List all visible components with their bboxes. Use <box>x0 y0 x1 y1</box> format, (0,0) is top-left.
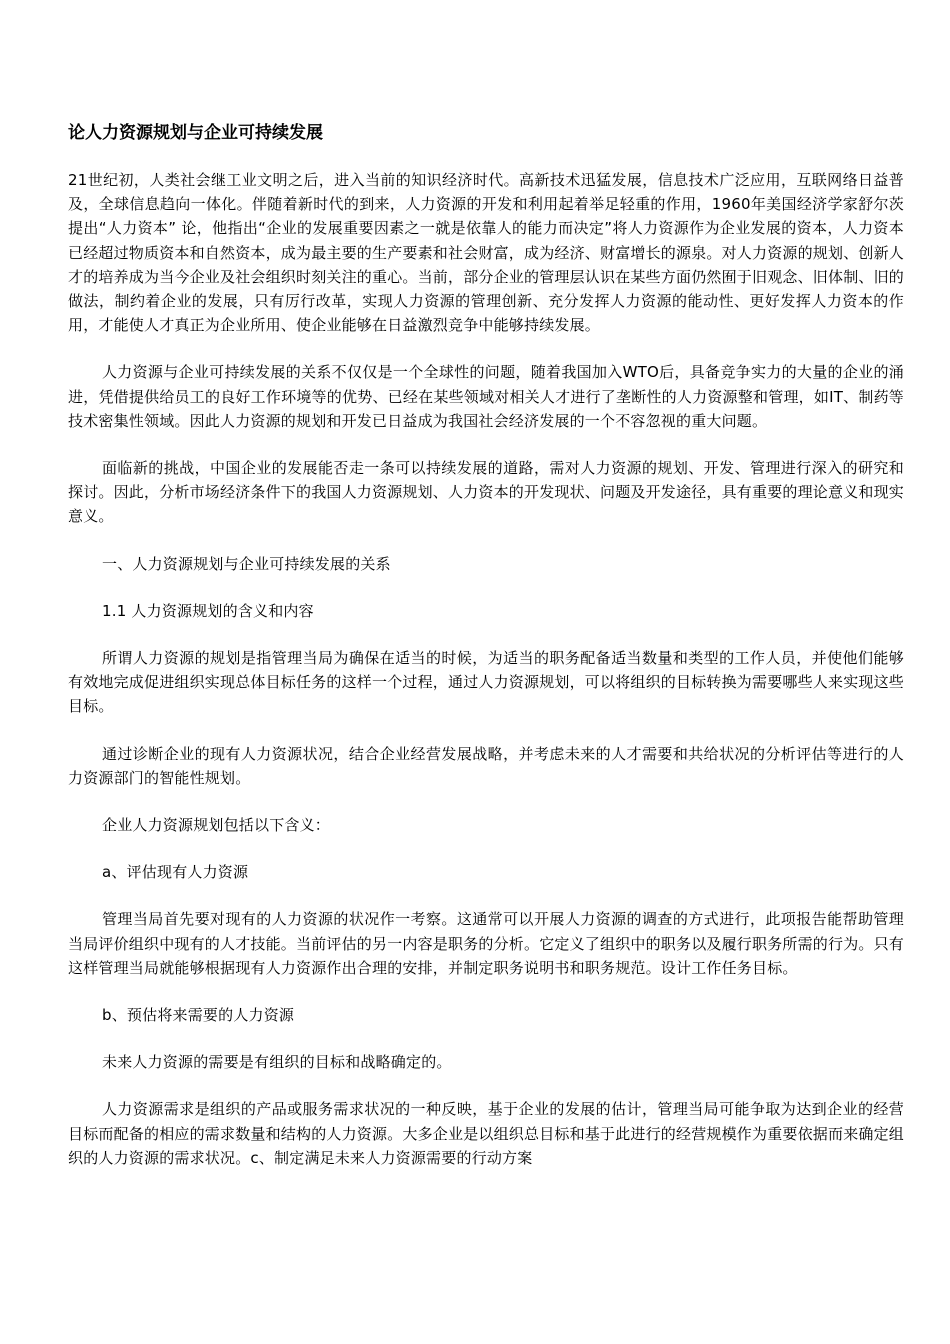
paragraph-definition: 所谓人力资源的规划是指管理当局为确保在适当的时候，为适当的职务配备适当数量和类型的工作人员，并使他们能够有效地完成促进组织实现总体目标任务的这样一个过程，通过人力资源规划，可以将组织的目标转换为需要哪些人来实现这些目标。 <box>68 649 905 716</box>
paragraph-demand: 人力资源需求是组织的产品或服务需求状况的一种反映，基于企业的发展的估计，管理当局可能争取为达到企业的经营目标而配备的相应的需求数量和结构的人力资源。大多企业是以组织总目标和基于此进行的经营规模作为重要依据而来确定组织的人力资源的需求状况。c、制定满足未来人力资源需要的行动方案 <box>68 1100 905 1167</box>
paragraph-future-needs: 未来人力资源的需要是有组织的目标和战略确定的。 <box>102 1053 452 1072</box>
document-page <box>68 120 904 1170</box>
paragraph-meaning-intro: 企业人力资源规划包括以下含义： <box>102 816 331 835</box>
paragraph-challenge: 面临新的挑战，中国企业的发展能否走一条可以持续发展的道路，需对人力资源的规划、开发、管理进行深入的研究和探讨。因此，分析市场经济条件下的我国人力资源规划、人力资本的开发现状、问题及开发途径，具有重要的理论意义和现实意义。 <box>68 459 905 526</box>
item-heading-b: b、预估将来需要的人力资源 <box>102 1006 295 1025</box>
paragraph-assessment: 管理当局首先要对现有的人力资源的状况作一考察。这通常可以开展人力资源的调查的方式进行，此项报告能帮助管理当局评价组织中现有的人才技能。当前评估的另一内容是职务的分析。它定义了组织中的职务以及履行职务所需的行为。只有这样管理当局就能够根据现有人力资源作出合理的安排，并制定职务说明书和职务规范。设计工作任务目标。 <box>68 910 905 977</box>
subsection-heading-1-1: 1.1 人力资源规划的含义和内容 <box>102 601 314 620</box>
paragraph-intro: 21世纪初，人类社会继工业文明之后，进入当前的知识经济时代。高新技术迅猛发展，信息技术广泛应用，互联网络日益普及，全球信息趋向一体化。伴随着新时代的到来，人力资源的开发和利用起着举足轻重的作用，1960年美国经济学家舒尔茨提出“人力资本” 论，他指出“企业的发展重要因素之一就是依靠人的能力而决定”将人力资源作为企业发展的资本，人力资本已经超过物质资本和自然资本，成为最主要的生产要素和社会财富，成为经济、财富增长的源泉。对人力资源的规划、创新人才的培养成为当今企业及社会组织时刻关注的重心。当前，部分企业的管理层认识在某些方面仍然囿于旧观念、旧体制、旧的做法，制约着企业的发展，只有厉行改革，实现人力资源的管理创新、充分发挥人力资源的能动性、更好发挥人力资本的作用，才能使人才真正为企业所用、使企业能够在日益激烈竞争中能够持续发展。 <box>68 171 905 335</box>
document-title: 论人力资源规划与企业可持续发展 <box>68 123 323 143</box>
paragraph-wto: 人力资源与企业可持续发展的关系不仅仅是一个全球性的问题，随着我国加入WTO后，具备竞争实力的大量的企业的涌进，凭借提供给员工的良好工作环境等的优势、已经在某些领域对相关人才进行了垄断性的人力资源整和管理，如IT、制药等技术密集性领域。因此人力资源的规划和开发已日益成为我国社会经济发展的一个不容忽视的重大问题。 <box>68 363 904 430</box>
item-heading-a: a、评估现有人力资源 <box>102 863 249 882</box>
paragraph-diagnosis: 通过诊断企业的现有人力资源状况，结合企业经营发展战略，并考虑未来的人才需要和共给状况的分析评估等进行的人力资源部门的智能性规划。 <box>68 744 904 787</box>
section-heading-1: 一、人力资源规划与企业可持续发展的关系 <box>102 554 391 573</box>
